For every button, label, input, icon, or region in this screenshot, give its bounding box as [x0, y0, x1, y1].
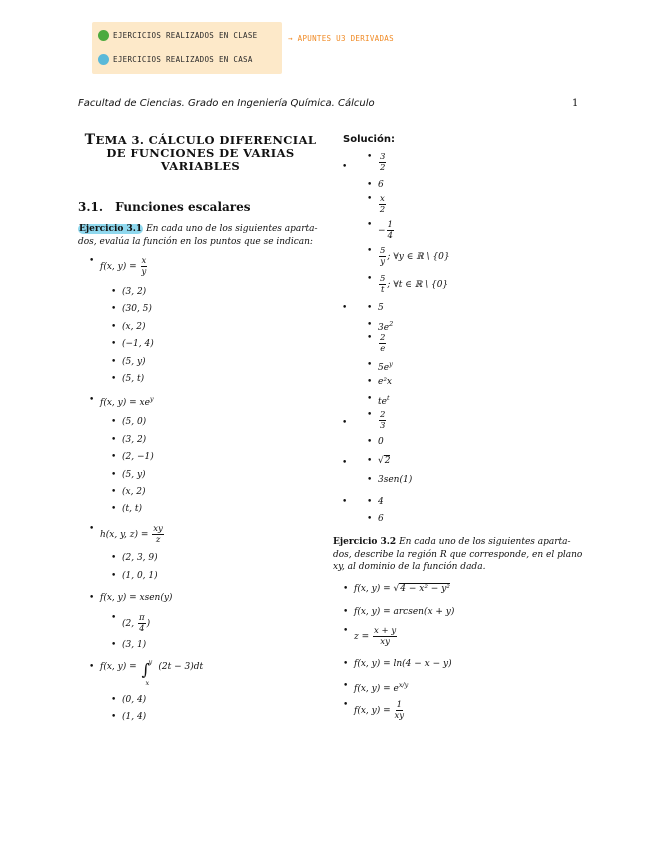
solution-title: Solución: — [343, 134, 395, 145]
solution-group-bullet — [342, 418, 347, 428]
green-dot-icon — [98, 30, 109, 41]
function-item: • f(x, y) = xsen(y) — [100, 593, 172, 603]
legend-class-text: EJERCICIOS REALIZADOS EN CLASE — [113, 31, 258, 40]
function-item: • f(x, y) = $\frac{x}{y}$ — [100, 256, 148, 277]
point-item: • (t, t) — [122, 504, 142, 514]
point-item: • (2, −1) — [122, 452, 154, 462]
solution-group-bullet — [342, 458, 347, 468]
point-item: • (5, t) — [122, 374, 144, 384]
solution-item: • $3e^2$ — [378, 320, 393, 333]
blue-dot-icon — [98, 54, 109, 65]
solution-group-bullet — [342, 497, 347, 507]
domain-item: • f(x, y) = arcsen(x + y) — [354, 607, 454, 617]
point-item: • (30, 5) — [122, 304, 152, 314]
solution-item: • − $\frac{1}{4}$ — [378, 220, 395, 241]
solution-item: • 0 — [378, 437, 384, 447]
point-item: • (1, 0, 1) — [122, 571, 158, 581]
solution-item: • 6 — [378, 514, 384, 524]
solution-group-bullet — [342, 162, 347, 172]
page-header: Facultad de Ciencias. Grado en Ingeniería Química. Cálculo — [78, 98, 375, 109]
section-heading: 3.1. Funciones escalares — [78, 200, 251, 214]
solution-item: • 5 — [378, 303, 384, 313]
solution-item: • $te^t$ — [378, 394, 390, 407]
solution-item: • $\frac{5}{y}$ ; ∀y ∈ ℝ \ {0} — [378, 246, 450, 267]
domain-item: • f(x, $y) = e^{x/y}$ — [354, 681, 408, 694]
point-item: • (3, 2) — [122, 435, 146, 445]
solution-item: • $\frac{2}{3}$ — [378, 410, 387, 431]
exercise-3-1-statement: Ejercicio 3.1 En cada uno de los siguientes aparta- dos, evalúa la función en los puntos que se indican: — [78, 224, 318, 247]
exercise-3-1-label: Ejercicio 3.1 — [79, 224, 143, 234]
point-item: • (1, 4) — [122, 712, 146, 722]
solution-item: • 6 — [378, 180, 384, 190]
solution-item: • $\frac{5}{t}$ ; ∀t ∈ ℝ \ {0} — [378, 274, 448, 295]
point-item: • (3, 2) — [122, 287, 146, 297]
function-item: • f(x, $y) = xe^y$ — [100, 395, 154, 408]
solution-group-bullet — [342, 303, 347, 313]
chapter-title: TEMA 3. CÁLCULO DIFERENCIAL DE FUNCIONES DE VARIAS VARIABLES — [84, 132, 317, 173]
solution-item: • e²x — [378, 377, 392, 387]
solution-item: • 4 — [378, 497, 384, 507]
point-item: • (−1, 4) — [122, 339, 154, 349]
sticky-note — [92, 22, 282, 74]
solution-item: • $\frac{3}{2}$ — [378, 152, 387, 173]
point-item: • (2, $\frac{\pi}{4}$ ) — [122, 613, 150, 634]
point-item: • (5, 0) — [122, 417, 146, 427]
point-item: • (0, 4) — [122, 695, 146, 705]
domain-item: • z = $\frac{x + y}{xy}$ — [354, 626, 398, 647]
point-item: • (5, y) — [122, 357, 146, 367]
domain-item: • f(x, y) = √4 − x² − y² — [354, 584, 450, 594]
point-item: • (x, 2) — [122, 322, 146, 332]
legend-class — [98, 30, 257, 41]
solution-item: • $5e^y$ — [378, 360, 393, 373]
domain-item: • f(x, y) = $\frac{1}{xy}$ — [354, 700, 405, 721]
notes-link[interactable]: → APUNTES U3 DERIVADAS — [288, 34, 394, 43]
domain-item: • f(x, y) = ln(4 − x − y) — [354, 659, 452, 669]
exercise-3-2-label: Ejercicio 3.2 — [333, 537, 397, 547]
legend-home — [98, 54, 253, 65]
solution-item: • 3sen(1) — [378, 475, 412, 485]
function-item: • h(x, y, z) = $\frac{xy}{z}$ — [100, 524, 165, 545]
solution-item: • $\frac{x}{2}$ — [378, 194, 387, 215]
point-item: • (3, 1) — [122, 640, 146, 650]
solution-item: • $\frac{2}{e}$ — [378, 333, 387, 354]
solution-item: • √2 — [378, 456, 390, 466]
point-item: • (2, 3, 9) — [122, 553, 158, 563]
exercise-3-2-statement: Ejercicio 3.2 En cada uno de los siguientes aparta- dos, describe la región R que corresponde, en el plano xy, al dominio de la función dada. — [333, 537, 583, 572]
legend-home-text: EJERCICIOS REALIZADOS EN CASA — [113, 55, 253, 64]
page-number: 1 — [572, 98, 579, 109]
point-item: • (x, 2) — [122, 487, 146, 497]
point-item: • (5, y) — [122, 470, 146, 480]
function-item: • f(x, y) = ∫ y x (2t − 3)dt — [100, 662, 203, 672]
